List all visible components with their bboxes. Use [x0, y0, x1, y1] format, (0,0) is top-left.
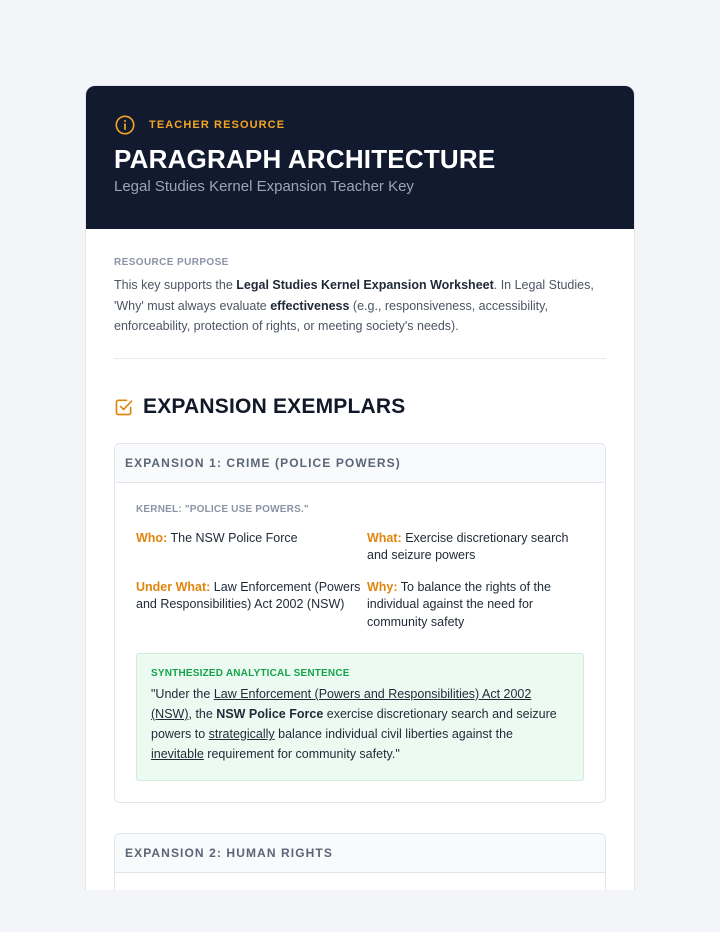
exemplars-heading [114, 395, 606, 419]
exemplars-title: EXPANSION EXEMPLARS [143, 394, 406, 418]
effectiveness-term: effectiveness [270, 298, 350, 313]
under-what-field: Under What: Law Enforcement (Powers and Responsibilities) Act 2002 (NSW) [136, 579, 361, 611]
eyebrow-label: TEACHER RESOURCE [149, 119, 286, 131]
eyebrow [114, 114, 606, 136]
synthesized-sentence-box [136, 653, 584, 781]
page-subtitle: Legal Studies Kernel Expansion Teacher Key [114, 178, 414, 195]
what-field: What: Exercise discretionary search and seizure powers [367, 530, 569, 562]
expansion-heading: EXPANSION 2: HUMAN RIGHTS [115, 834, 605, 873]
header [86, 86, 634, 229]
expansion-grid [136, 530, 584, 632]
expansion-heading: EXPANSION 1: CRIME (POLICE POWERS) [115, 444, 605, 483]
teacher-key-card [85, 85, 635, 890]
divider [114, 358, 606, 359]
expansion-body [115, 873, 605, 890]
info-circle-icon [114, 114, 136, 136]
content [86, 229, 634, 890]
expansion-body [115, 483, 605, 803]
who-field: Who: The NSW Police Force [136, 530, 298, 545]
worksheet-name: Legal Studies Kernel Expansion Worksheet [236, 278, 494, 292]
synthesized-label: SYNTHESIZED ANALYTICAL SENTENCE [151, 668, 350, 679]
page-title: PARAGRAPH ARCHITECTURE [114, 144, 496, 174]
why-field: Why: To balance the rights of the individual against the need for community safety [367, 579, 551, 629]
kernel-label: KERNEL: "POLICE USE POWERS." [136, 503, 309, 515]
purpose-text: This key supports the Legal Studies Kernel Expansion Worksheet. In Legal Studies, 'Why' must always evaluate effectiveness (e.g., responsiveness, accessibility, enforceability, protection of rights, or meeting society's needs). [114, 278, 594, 333]
expansion-card [114, 443, 606, 804]
synthesized-sentence: "Under the Law Enforcement (Powers and Responsibilities) Act 2002 (NSW), the NSW Police Force exercise discretionary search and seizure powers to strategically balance individual civil liberties against the inevitable requirement for community safety." [151, 687, 557, 761]
expansion-card [114, 833, 606, 890]
checkbox-icon [114, 397, 134, 417]
purpose-label: RESOURCE PURPOSE [114, 257, 229, 268]
